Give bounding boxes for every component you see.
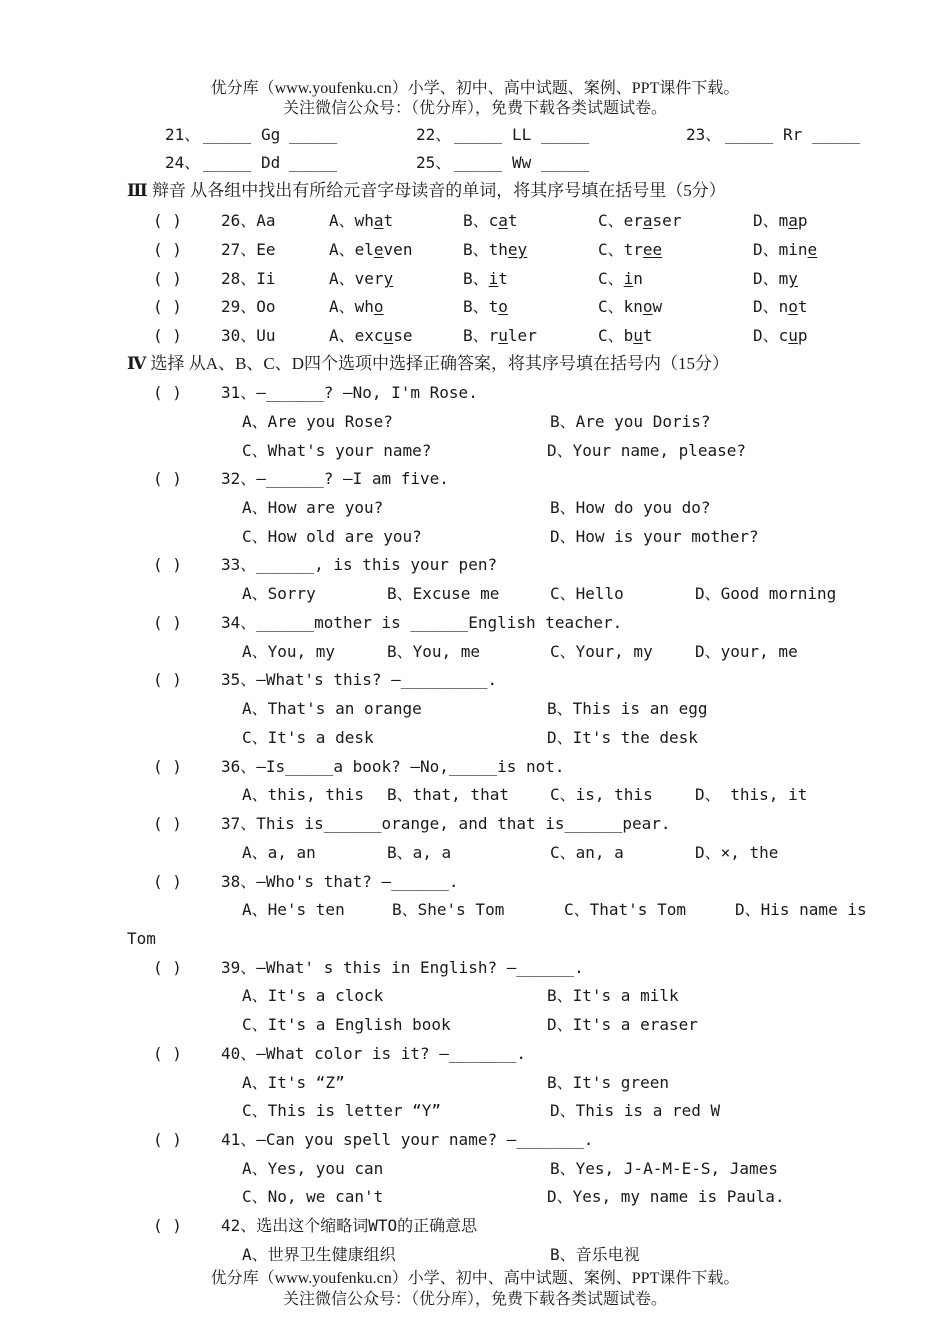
phonics-num: 27、Ee	[221, 240, 276, 259]
section-4-title: 选择 从A、B、C、D四个选项中选择正确答案，将其序号填在括号内（15分）	[150, 354, 730, 373]
option-b: B、Are you Doris?	[550, 412, 711, 431]
phonics-option-b: B、they	[463, 240, 528, 259]
option-c: C、is, this	[550, 785, 653, 804]
phonics-option-d: D、map	[753, 211, 808, 230]
option-a: A、It's a clock	[242, 986, 384, 1005]
option-b: B、a, a	[387, 843, 452, 862]
answer-paren: ( )	[153, 613, 182, 632]
answer-paren: ( )	[153, 297, 182, 316]
option-c: C、How old are you?	[242, 527, 422, 546]
letter-pair: Dd	[261, 153, 281, 172]
option-a: A、a, an	[242, 843, 316, 862]
phonics-option-a: A、who	[329, 297, 384, 316]
answer-paren: ( )	[153, 326, 182, 345]
phonics-option-a: A、very	[329, 269, 394, 288]
option-a: A、Sorry	[242, 584, 316, 603]
option-d-continued: Tom	[127, 929, 156, 948]
option-b: B、You, me	[387, 642, 481, 661]
answer-paren: ( )	[153, 958, 182, 977]
section-4-roman: Ⅳ	[127, 354, 147, 373]
option-b: B、This is an egg	[547, 699, 708, 718]
option-d: D、Yes, my name is Paula.	[547, 1187, 785, 1206]
letter-num: 22、	[416, 125, 452, 144]
answer-paren: ( )	[153, 757, 182, 776]
option-b: B、Yes, J-A-M-E-S, James	[550, 1159, 778, 1178]
letter-pair: LL	[512, 125, 532, 144]
option-b: B、She's Tom	[392, 900, 505, 919]
question-stem: 34、______mother is ______English teacher.	[221, 613, 623, 632]
question-stem: 37、This is______orange, and that is______pear.	[221, 814, 671, 833]
question-stem: 33、______, is this your pen?	[221, 555, 498, 574]
header-line-1: 优分库（www.youfenku.cn）小学、初中、高中试题、案例、PPT课件下载。	[210, 80, 740, 97]
header-line-2: 关注微信公众号：（优分库），免费下载各类试题试卷。	[282, 100, 667, 117]
answer-paren: ( )	[153, 1130, 182, 1149]
letter-pair: Rr	[783, 125, 803, 144]
option-a: A、It's “Z”	[242, 1073, 345, 1092]
question-stem: 42、选出这个缩略词WTO的正确意思	[221, 1216, 478, 1235]
letter-pair: Gg	[261, 125, 281, 144]
option-d: D、Your name, please?	[547, 441, 747, 460]
option-a: A、Yes, you can	[242, 1159, 384, 1178]
option-b: B、Excuse me	[387, 584, 500, 603]
answer-paren: ( )	[153, 1044, 182, 1063]
letter-blank: _____	[725, 125, 774, 144]
question-stem: 35、—What's this? —_________.	[221, 670, 498, 689]
answer-paren: ( )	[153, 872, 182, 891]
phonics-num: 30、Uu	[221, 326, 276, 345]
question-stem: 38、—Who's that? —______.	[221, 872, 459, 891]
option-d: D、your, me	[695, 642, 798, 661]
letter-blank: _____	[289, 125, 338, 144]
phonics-option-b: B、cat	[463, 211, 518, 230]
question-stem: 41、—Can you spell your name? —_______.	[221, 1130, 594, 1149]
phonics-option-d: D、not	[753, 297, 808, 316]
answer-paren: ( )	[153, 1216, 182, 1235]
phonics-num: 29、Oo	[221, 297, 276, 316]
phonics-num: 26、Aa	[221, 211, 276, 230]
phonics-option-b: B、ruler	[463, 326, 537, 345]
option-d: D、Good morning	[695, 584, 837, 603]
phonics-option-a: A、excuse	[329, 326, 413, 345]
phonics-option-c: C、know	[598, 297, 663, 316]
option-b: B、It's green	[547, 1073, 669, 1092]
letter-blank: _____	[203, 153, 252, 172]
question-stem: 32、—______? —I am five.	[221, 469, 449, 488]
option-d: D、This is a red W	[550, 1101, 721, 1120]
answer-paren: ( )	[153, 211, 182, 230]
phonics-option-d: D、mine	[753, 240, 818, 259]
phonics-option-c: C、in	[598, 269, 643, 288]
option-b: B、音乐电视	[550, 1245, 640, 1264]
option-d: D、It's the desk	[547, 728, 698, 747]
option-a: A、You, my	[242, 642, 336, 661]
letter-blank: _____	[541, 153, 590, 172]
question-stem: 39、—What' s this in English? —______.	[221, 958, 584, 977]
answer-paren: ( )	[153, 670, 182, 689]
phonics-option-c: C、eraser	[598, 211, 682, 230]
letter-blank: _____	[454, 125, 503, 144]
option-d: D、His name is	[735, 900, 867, 919]
option-c: C、It's a English book	[242, 1015, 451, 1034]
answer-paren: ( )	[153, 383, 182, 402]
option-c: C、an, a	[550, 843, 624, 862]
letter-blank: _____	[289, 153, 338, 172]
phonics-option-c: C、tree	[598, 240, 663, 259]
letter-num: 23、	[686, 125, 722, 144]
option-a: A、世界卫生健康组织	[242, 1245, 396, 1264]
footer-line-2: 关注微信公众号：（优分库），免费下载各类试题试卷。	[282, 1291, 667, 1308]
letter-num: 21、	[165, 125, 201, 144]
phonics-option-a: A、eleven	[329, 240, 413, 259]
footer-line-1: 优分库（www.youfenku.cn）小学、初中、高中试题、案例、PPT课件下载。	[210, 1270, 740, 1287]
option-d: D、How is your mother?	[550, 527, 759, 546]
option-b: B、How do you do?	[550, 498, 711, 517]
option-c: C、That's Tom	[564, 900, 686, 919]
section-3-roman: Ⅲ	[127, 181, 148, 200]
phonics-option-b: B、it	[463, 269, 508, 288]
answer-paren: ( )	[153, 555, 182, 574]
question-stem: 31、—______? —No, I'm Rose.	[221, 383, 478, 402]
phonics-option-d: D、my	[753, 269, 798, 288]
letter-pair: Ww	[512, 153, 532, 172]
option-a: A、How are you?	[242, 498, 384, 517]
option-a: A、Are you Rose?	[242, 412, 393, 431]
letter-blank: _____	[454, 153, 503, 172]
option-a: A、this, this	[242, 785, 364, 804]
option-c: C、No, we can't	[242, 1187, 384, 1206]
question-stem: 36、—Is_____a book? —No,_____is not.	[221, 757, 565, 776]
question-stem: 40、—What color is it? —_______.	[221, 1044, 526, 1063]
option-c: C、This is letter “Y”	[242, 1101, 442, 1120]
option-d: D、 this, it	[695, 785, 808, 804]
option-a: A、He's ten	[242, 900, 345, 919]
option-b: B、that, that	[387, 785, 509, 804]
phonics-option-b: B、to	[463, 297, 508, 316]
section-3-heading	[127, 178, 726, 204]
answer-paren: ( )	[153, 240, 182, 259]
section-3-title: 辩音 从各组中找出有所给元音字母读音的单词，将其序号填在括号里（5分）	[151, 181, 726, 200]
option-d: D、×, the	[695, 843, 779, 862]
letter-num: 24、	[165, 153, 201, 172]
option-c: C、What's your name?	[242, 441, 432, 460]
answer-paren: ( )	[153, 814, 182, 833]
section-4-heading	[127, 351, 729, 377]
phonics-option-a: A、what	[329, 211, 394, 230]
option-b: B、It's a milk	[547, 986, 679, 1005]
phonics-num: 28、Ii	[221, 269, 276, 288]
option-c: C、Your, my	[550, 642, 653, 661]
option-d: D、It's a eraser	[547, 1015, 698, 1034]
letter-blank: _____	[541, 125, 590, 144]
phonics-option-c: C、but	[598, 326, 653, 345]
answer-paren: ( )	[153, 269, 182, 288]
answer-paren: ( )	[153, 469, 182, 488]
option-a: A、That's an orange	[242, 699, 422, 718]
letter-blank: _____	[203, 125, 252, 144]
letter-blank: _____	[812, 125, 861, 144]
option-c: C、It's a desk	[242, 728, 374, 747]
letter-num: 25、	[416, 153, 452, 172]
phonics-option-d: D、cup	[753, 326, 808, 345]
option-c: C、Hello	[550, 584, 624, 603]
